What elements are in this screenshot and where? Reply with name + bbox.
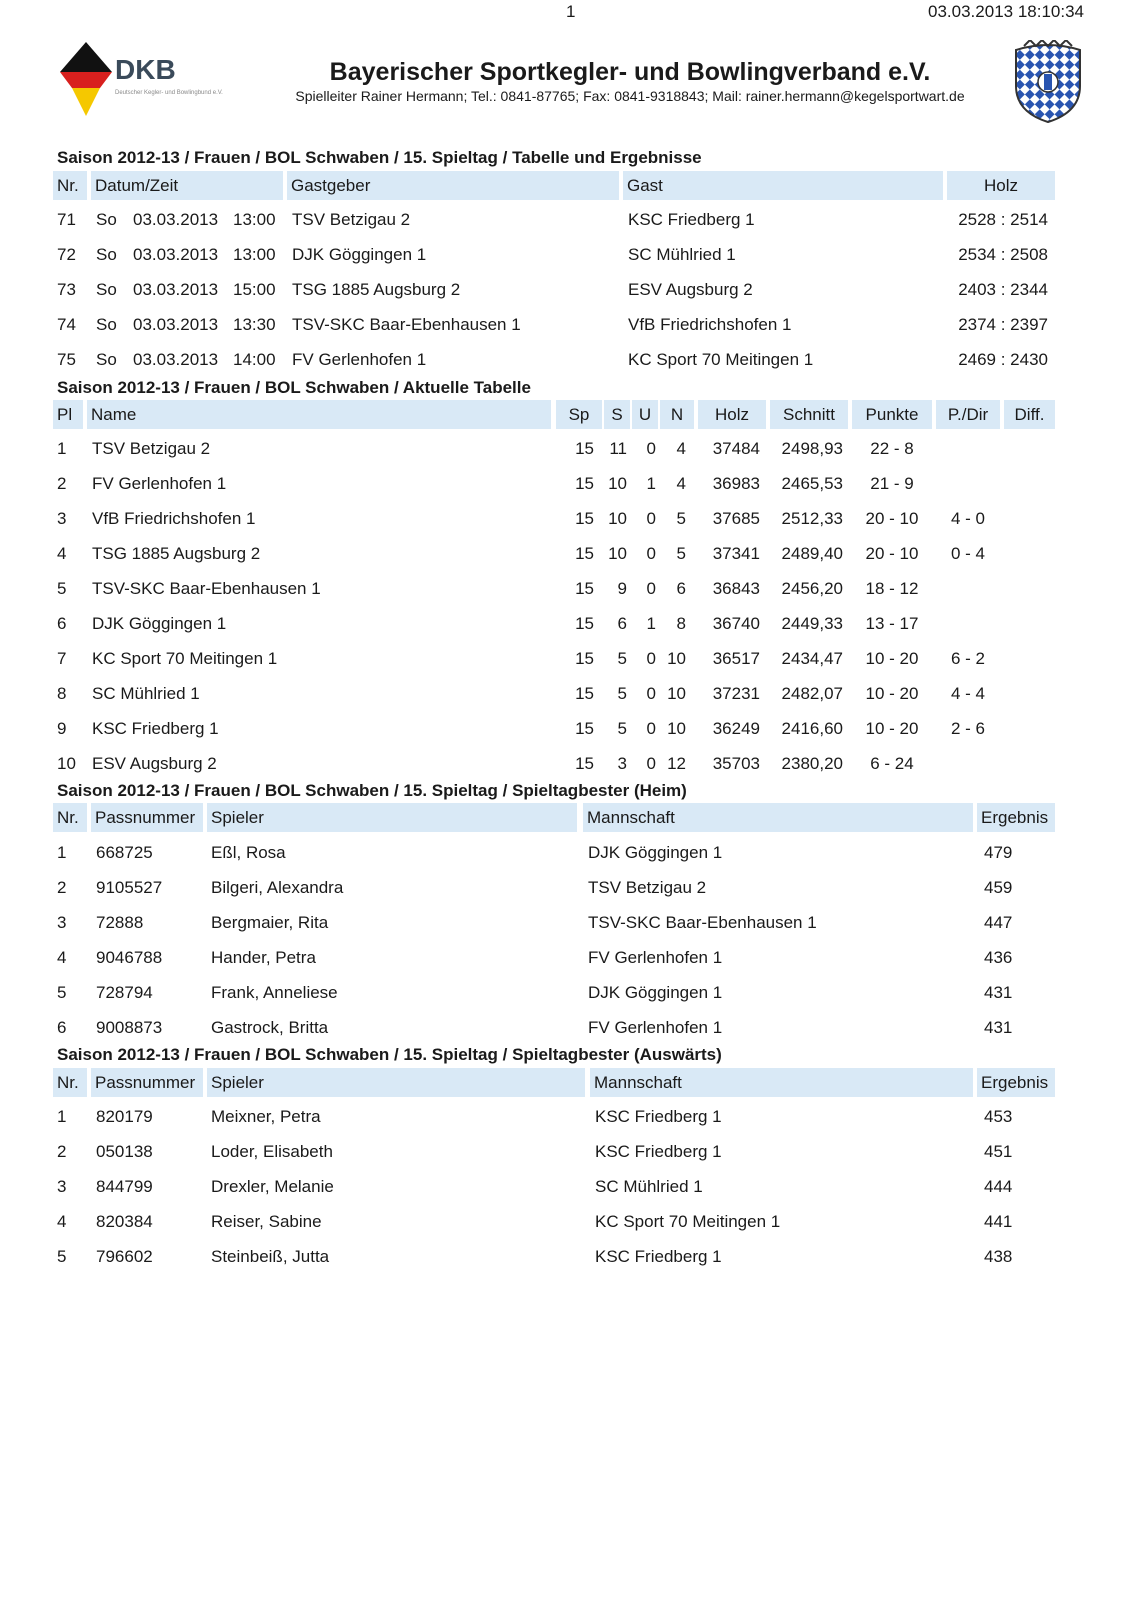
rank: 1 <box>57 1107 67 1126</box>
player-result: 444 <box>984 1177 1013 1196</box>
draws: 0 <box>646 439 656 458</box>
match-nr: 75 <box>57 350 76 369</box>
rank: 2 <box>57 1142 67 1161</box>
col-diff: Diff. <box>1004 400 1055 429</box>
col-punkte: Punkte <box>852 400 932 429</box>
rank: 3 <box>57 1177 67 1196</box>
games: 15 <box>575 509 594 528</box>
wins: 6 <box>617 614 627 633</box>
losses: 4 <box>676 439 686 458</box>
team-holz: 37231 <box>712 684 760 703</box>
match-holz: 2374 : 2397 <box>958 315 1048 334</box>
match-holz: 2403 : 2344 <box>958 280 1048 299</box>
pass-number: 9105527 <box>96 878 163 897</box>
direct-points: 4 - 0 <box>950 509 986 528</box>
team-name: FV Gerlenhofen 1 <box>92 474 227 493</box>
rank: 6 <box>57 1018 67 1037</box>
col-u: U <box>632 400 658 429</box>
team-name: DJK Göggingen 1 <box>92 614 227 633</box>
draws: 1 <box>646 614 656 633</box>
col-nr: Nr. <box>53 803 87 832</box>
col-mannschaft: Mannschaft <box>583 803 973 832</box>
away-team: KC Sport 70 Meitingen 1 <box>628 350 814 369</box>
player-team: DJK Göggingen 1 <box>588 843 723 862</box>
results-section-title: Saison 2012-13 / Frauen / BOL Schwaben / 15. Spieltag / Tabelle und Ergebnisse <box>57 148 702 167</box>
rank: 4 <box>57 1212 67 1231</box>
wins: 3 <box>617 754 627 773</box>
col-nr: Nr. <box>53 1068 87 1097</box>
games: 15 <box>575 719 594 738</box>
rank: 7 <box>57 649 67 668</box>
match-time: 13:00 <box>233 245 276 264</box>
direct-points: 2 - 6 <box>950 719 986 738</box>
pass-number: 9008873 <box>96 1018 163 1037</box>
wins: 9 <box>617 579 627 598</box>
rank: 9 <box>57 719 67 738</box>
pass-number: 668725 <box>96 843 153 862</box>
away-team: VfB Friedrichshofen 1 <box>628 315 792 334</box>
draws: 0 <box>646 544 656 563</box>
match-date: 03.03.2013 <box>133 315 219 334</box>
best-away-section-title: Saison 2012-13 / Frauen / BOL Schwaben / 15. Spieltag / Spieltagbester (Auswärts) <box>57 1045 722 1064</box>
home-team: FV Gerlenhofen 1 <box>292 350 427 369</box>
player-team: SC Mühlried 1 <box>595 1177 703 1196</box>
col-spieler: Spieler <box>207 803 577 832</box>
col-gast: Gast <box>623 171 943 200</box>
wins: 10 <box>608 509 627 528</box>
player-result: 441 <box>984 1212 1013 1231</box>
dkb-logo-subtext: Deutscher Kegler- und Bowlingbund e.V. <box>115 90 223 96</box>
match-nr: 74 <box>57 315 76 334</box>
away-team: SC Mühlried 1 <box>628 245 736 264</box>
pass-number: 728794 <box>96 983 153 1002</box>
games: 15 <box>575 544 594 563</box>
col-s: S <box>604 400 630 429</box>
team-holz: 36249 <box>712 719 760 738</box>
player-result: 431 <box>984 983 1013 1002</box>
match-date: 03.03.2013 <box>133 210 219 229</box>
points: 6 - 24 <box>870 754 914 773</box>
team-holz: 36517 <box>712 649 760 668</box>
player-name: Hander, Petra <box>211 948 316 967</box>
losses: 12 <box>667 754 686 773</box>
match-time: 13:30 <box>233 315 276 334</box>
team-name: KC Sport 70 Meitingen 1 <box>92 649 278 668</box>
wins: 5 <box>617 649 627 668</box>
player-team: TSV-SKC Baar-Ebenhausen 1 <box>588 913 817 932</box>
points: 21 - 9 <box>870 474 914 493</box>
points: 10 - 20 <box>865 719 919 738</box>
losses: 4 <box>676 474 686 493</box>
games: 15 <box>575 684 594 703</box>
pass-number: 72888 <box>96 913 144 932</box>
col-datum-zeit: Datum/Zeit <box>91 171 283 200</box>
player-name: Steinbeiß, Jutta <box>211 1247 330 1266</box>
player-team: TSV Betzigau 2 <box>588 878 707 897</box>
match-time: 13:00 <box>233 210 276 229</box>
player-team: KSC Friedberg 1 <box>595 1107 722 1126</box>
match-day: So <box>96 315 117 334</box>
games: 15 <box>575 474 594 493</box>
average: 2380,20 <box>781 754 843 773</box>
losses: 10 <box>667 684 686 703</box>
rank: 1 <box>57 439 67 458</box>
match-nr: 73 <box>57 280 76 299</box>
team-name: ESV Augsburg 2 <box>92 754 217 773</box>
col-schnitt: Schnitt <box>770 400 848 429</box>
team-holz: 37341 <box>712 544 760 563</box>
rank: 3 <box>57 913 67 932</box>
player-name: Meixner, Petra <box>211 1107 321 1126</box>
direct-points: 4 - 4 <box>950 684 986 703</box>
player-name: Reiser, Sabine <box>211 1212 322 1231</box>
col-gastgeber: Gastgeber <box>287 171 619 200</box>
games: 15 <box>575 649 594 668</box>
rank: 3 <box>57 509 67 528</box>
team-holz: 36983 <box>712 474 760 493</box>
col-pdir: P./Dir <box>936 400 1000 429</box>
match-time: 15:00 <box>233 280 276 299</box>
average: 2434,47 <box>781 649 843 668</box>
match-holz: 2534 : 2508 <box>958 245 1048 264</box>
average: 2449,33 <box>781 614 843 633</box>
player-team: KSC Friedberg 1 <box>595 1142 722 1161</box>
rank: 4 <box>57 948 67 967</box>
home-team: TSV Betzigau 2 <box>292 210 411 229</box>
direct-points: 6 - 2 <box>950 649 986 668</box>
col-holz: Holz <box>698 400 766 429</box>
games: 15 <box>575 579 594 598</box>
match-time: 14:00 <box>233 350 276 369</box>
match-day: So <box>96 210 117 229</box>
player-result: 436 <box>984 948 1013 967</box>
points: 10 - 20 <box>865 649 919 668</box>
average: 2465,53 <box>781 474 843 493</box>
match-day: So <box>96 245 117 264</box>
contact-line: Spielleiter Rainer Hermann; Tel.: 0841-87765; Fax: 0841-9318843; Mail: rainer.hermann@kegelsportwart.de <box>295 88 965 104</box>
average: 2512,33 <box>781 509 843 528</box>
print-timestamp: 03.03.2013 18:10:34 <box>928 2 1084 21</box>
games: 15 <box>575 614 594 633</box>
team-holz: 36843 <box>712 579 760 598</box>
col-ergebnis: Ergebnis <box>977 1068 1055 1097</box>
pass-number: 050138 <box>96 1142 153 1161</box>
rank: 5 <box>57 1247 67 1266</box>
rank: 8 <box>57 684 67 703</box>
draws: 0 <box>646 649 656 668</box>
player-team: FV Gerlenhofen 1 <box>588 948 723 967</box>
match-holz: 2528 : 2514 <box>958 210 1048 229</box>
away-team: KSC Friedberg 1 <box>628 210 755 229</box>
match-date: 03.03.2013 <box>133 280 219 299</box>
team-holz: 36740 <box>712 614 760 633</box>
player-result: 451 <box>984 1142 1013 1161</box>
draws: 0 <box>646 684 656 703</box>
team-name: VfB Friedrichshofen 1 <box>92 509 256 528</box>
document-title: Bayerischer Sportkegler- und Bowlingverband e.V. <box>329 58 931 86</box>
draws: 0 <box>646 719 656 738</box>
team-holz: 35703 <box>712 754 760 773</box>
dkb-logo <box>60 42 245 122</box>
col-pl: Pl <box>53 400 83 429</box>
wins: 5 <box>617 684 627 703</box>
points: 22 - 8 <box>870 439 914 458</box>
pass-number: 820179 <box>96 1107 153 1126</box>
standings-section-title: Saison 2012-13 / Frauen / BOL Schwaben / Aktuelle Tabelle <box>57 378 531 397</box>
wins: 10 <box>608 474 627 493</box>
points: 20 - 10 <box>865 544 919 563</box>
team-name: TSV Betzigau 2 <box>92 439 211 458</box>
draws: 1 <box>646 474 656 493</box>
match-date: 03.03.2013 <box>133 245 219 264</box>
col-ergebnis: Ergebnis <box>977 803 1055 832</box>
col-name: Name <box>87 400 551 429</box>
losses: 10 <box>667 719 686 738</box>
points: 18 - 12 <box>865 579 919 598</box>
match-nr: 72 <box>57 245 76 264</box>
rank: 5 <box>57 579 67 598</box>
rank: 6 <box>57 614 67 633</box>
match-date: 03.03.2013 <box>133 350 219 369</box>
player-name: Drexler, Melanie <box>211 1177 334 1196</box>
page-number: 1 <box>566 2 576 21</box>
team-name: TSV-SKC Baar-Ebenhausen 1 <box>92 579 321 598</box>
col-sp: Sp <box>556 400 602 429</box>
team-name: TSG 1885 Augsburg 2 <box>92 544 261 563</box>
player-result: 453 <box>984 1107 1013 1126</box>
home-team: DJK Göggingen 1 <box>292 245 427 264</box>
player-name: Frank, Anneliese <box>211 983 338 1002</box>
rank: 2 <box>57 474 67 493</box>
rank: 1 <box>57 843 67 862</box>
average: 2482,07 <box>781 684 843 703</box>
pass-number: 820384 <box>96 1212 153 1231</box>
player-team: KSC Friedberg 1 <box>595 1247 722 1266</box>
wins: 11 <box>609 439 627 458</box>
average: 2498,93 <box>781 439 843 458</box>
team-name: SC Mühlried 1 <box>92 684 200 703</box>
player-result: 438 <box>984 1247 1013 1266</box>
rank: 2 <box>57 878 67 897</box>
pass-number: 796602 <box>96 1247 153 1266</box>
match-day: So <box>96 350 117 369</box>
pass-number: 844799 <box>96 1177 153 1196</box>
home-team: TSG 1885 Augsburg 2 <box>292 280 461 299</box>
average: 2489,40 <box>781 544 843 563</box>
player-result: 431 <box>984 1018 1013 1037</box>
bavarian-crest-icon <box>1010 40 1086 124</box>
col-holz: Holz <box>947 171 1055 200</box>
col-mannschaft: Mannschaft <box>590 1068 973 1097</box>
wins: 5 <box>617 719 627 738</box>
rank: 4 <box>57 544 67 563</box>
draws: 0 <box>646 509 656 528</box>
best-home-section-title: Saison 2012-13 / Frauen / BOL Schwaben / 15. Spieltag / Spieltagbester (Heim) <box>57 781 687 800</box>
match-holz: 2469 : 2430 <box>958 350 1048 369</box>
player-name: Loder, Elisabeth <box>211 1142 333 1161</box>
points: 13 - 17 <box>865 614 919 633</box>
player-team: KC Sport 70 Meitingen 1 <box>595 1212 781 1231</box>
col-spieler: Spieler <box>207 1068 585 1097</box>
rank: 5 <box>57 983 67 1002</box>
player-name: Eßl, Rosa <box>211 843 286 862</box>
col-n: N <box>660 400 694 429</box>
col-nr: Nr. <box>53 171 87 200</box>
dkb-diamond-icon <box>60 42 112 118</box>
player-name: Bilgeri, Alexandra <box>211 878 344 897</box>
losses: 10 <box>667 649 686 668</box>
draws: 0 <box>646 579 656 598</box>
player-result: 447 <box>984 913 1013 932</box>
losses: 8 <box>676 614 686 633</box>
player-name: Gastrock, Britta <box>211 1018 329 1037</box>
points: 20 - 10 <box>865 509 919 528</box>
player-result: 459 <box>984 878 1013 897</box>
home-team: TSV-SKC Baar-Ebenhausen 1 <box>292 315 521 334</box>
away-team: ESV Augsburg 2 <box>628 280 753 299</box>
player-result: 479 <box>984 843 1013 862</box>
losses: 5 <box>676 544 686 563</box>
pass-number: 9046788 <box>96 948 163 967</box>
player-team: DJK Göggingen 1 <box>588 983 723 1002</box>
player-name: Bergmaier, Rita <box>211 913 329 932</box>
games: 15 <box>575 754 594 773</box>
points: 10 - 20 <box>865 684 919 703</box>
losses: 6 <box>676 579 686 598</box>
average: 2416,60 <box>781 719 843 738</box>
team-name: KSC Friedberg 1 <box>92 719 219 738</box>
direct-points: 0 - 4 <box>950 544 986 563</box>
games: 15 <box>575 439 594 458</box>
losses: 5 <box>676 509 686 528</box>
match-nr: 71 <box>57 210 76 229</box>
col-passnummer: Passnummer <box>91 803 203 832</box>
col-passnummer: Passnummer <box>91 1068 203 1097</box>
team-holz: 37685 <box>712 509 760 528</box>
rank: 10 <box>57 754 76 773</box>
wins: 10 <box>608 544 627 563</box>
dkb-logo-text: DKB <box>115 54 176 85</box>
average: 2456,20 <box>781 579 843 598</box>
team-holz: 37484 <box>712 439 760 458</box>
draws: 0 <box>646 754 656 773</box>
player-team: FV Gerlenhofen 1 <box>588 1018 723 1037</box>
match-day: So <box>96 280 117 299</box>
